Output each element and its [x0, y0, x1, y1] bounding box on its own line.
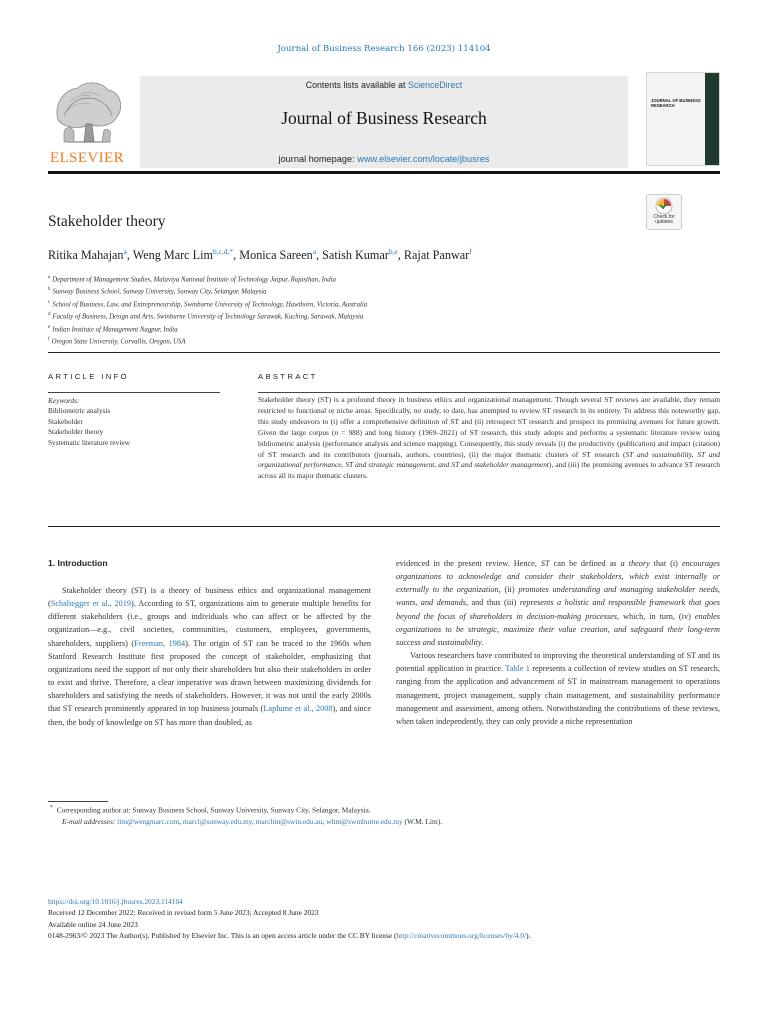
keywords-block: [48, 396, 130, 448]
author-name: Monica Sareen: [239, 248, 313, 263]
author-name: Ritika Mahajan: [48, 248, 124, 263]
emphasis: encourages organizations to acknowledge and consider their stakeholders, which exist internally or externally to the organization: [396, 559, 720, 595]
divider: [48, 352, 720, 353]
homepage-prefix: journal homepage:: [278, 154, 358, 164]
citation-link[interactable]: Freeman, 1984: [134, 638, 186, 648]
text-run: represents a collection of review studies on ST research, ranging from the application and advancement of ST in mainstream management to operations management, project management, supply chain management, and sustainability performance management and assessment, among others. Notwithstanding the contributions of these reviews, when taken independently, they can only provide a niche representation: [396, 664, 720, 726]
corresponding-author-note: [48, 803, 442, 816]
affiliation-key: f: [48, 337, 50, 343]
author-affil-sup[interactable]: f: [469, 247, 472, 256]
text-run: can be defined as: [549, 559, 621, 568]
affiliation-item: [48, 335, 367, 347]
publisher-name: ELSEVIER: [50, 150, 125, 166]
corresponding-text: Corresponding author at: Sunway Business School, Sunway University, Sunway City, Selangor, Malaysia.: [56, 805, 371, 815]
affiliation-item: [48, 323, 367, 335]
text-run: ). According to ST, organizations aim to generate multiple benefits for different stakeholders (i.e., groups and individuals who can affect or be affected by the organization—e.g., civil societies, communities, customers, employees, governments, shareholders, suppliers) (: [48, 599, 371, 648]
affiliation-key: d: [48, 312, 51, 318]
author-separator: ,: [126, 248, 133, 263]
author-affil-sup[interactable]: b,c,d,*: [212, 247, 234, 256]
cover-title: JOURNAL OF BUSINESS RESEARCH: [651, 98, 701, 108]
author-name: Weng Marc Lim: [132, 248, 213, 263]
author[interactable]: [322, 248, 404, 262]
journal-cover[interactable]: [646, 72, 720, 166]
homepage-line: [140, 154, 628, 164]
affiliation-text: School of Business, Law, and Entrepreneurship, Swinburne University of Technology, Hawthorn, Victoria, Australia: [52, 301, 368, 309]
article-info-rule: [48, 392, 220, 393]
author[interactable]: [404, 248, 472, 262]
affiliation-text: Faculty of Business, Design and Arts, Swinburne University of Technology Sarawak, Kuching, Sarawak, Malaysia: [52, 313, 364, 321]
affiliation-text: Department of Management Studies, Malaviya National Institute of Technology Jaipur, Rajasthan, India: [52, 276, 336, 284]
email-link[interactable]: wlim@swinburne.edu.my: [326, 817, 403, 827]
elsevier-tree-icon: [50, 76, 126, 150]
intro-paragraph: [396, 557, 720, 649]
author-name: Rajat Panwar: [403, 248, 470, 263]
right-column: [396, 557, 720, 728]
contents-line: [140, 80, 628, 90]
author-affil-sup[interactable]: b,e: [388, 247, 398, 256]
email-link[interactable]: marclim@swin.edu.au: [255, 817, 323, 827]
author-list: [48, 247, 472, 263]
abstract-text: [258, 395, 720, 482]
affiliation-key: c: [48, 299, 51, 305]
article-title: Stakeholder theory: [48, 213, 166, 230]
emphasis: promotes understanding and managing stakeholder needs, wants, and demands: [396, 585, 720, 608]
intro-paragraph: [48, 584, 371, 729]
affiliation-item: [48, 285, 367, 297]
elsevier-logo[interactable]: [48, 76, 128, 168]
citation-link[interactable]: Laplume et al., 2008: [263, 704, 333, 714]
text-run: , (ii): [498, 585, 519, 595]
crossmark-icon: [655, 197, 673, 215]
journal-title: Journal of Business Research: [281, 108, 487, 128]
divider: [48, 526, 720, 527]
keywords-label: Keywords:: [48, 396, 80, 405]
emphasis: a theory: [620, 559, 650, 568]
left-column: [48, 584, 371, 729]
abstract-part: Stakeholder theory (ST) is a profound theory in business ethics and organizational management. Though several ST reviews are available, they remain restricted to functional or niche areas. Specifically, no study, to date, has attempted to review ST research in its entirety. To address this noteworthy gap, this study endeavors to (i) offer a comprehensive definition of ST and (ii) retrospect ST research and prospect its promising avenues for future growth. Given the large corpus (: [258, 395, 720, 437]
affiliation-text: Oregon State University, Corvallis, Oregon, USA: [51, 338, 186, 346]
emphasis: represents a holistic and responsible framework that goes beyond the focus of shareholders in decision-making processes: [396, 598, 720, 621]
homepage-link[interactable]: www.elsevier.com/locate/jbusres: [357, 154, 490, 164]
author-name: Satish Kumar: [322, 248, 389, 263]
text-run: Stakeholder theory (ST) is a theory of business ethics and organizational management (: [48, 586, 371, 609]
affiliation-key: e: [48, 324, 51, 330]
email-link[interactable]: lim@wengmarc.com: [117, 817, 180, 827]
crossmark-label-1: Check for: [653, 214, 675, 220]
footnote-star: *: [49, 805, 53, 811]
introduction-heading: 1. Introduction: [48, 558, 108, 568]
email-label: E-mail addresses:: [62, 817, 118, 827]
article-info-heading: ARTICLE INFO: [48, 372, 129, 381]
author-separator: ,: [397, 248, 404, 263]
emphasis: enables organizations to be strategic, maximize their value creation, and safeguard their long-term success and sustainability: [396, 611, 721, 647]
doi-link[interactable]: https://doi.org/10.1016/j.jbusres.2023.114104: [48, 897, 183, 906]
email-owner: (W.M. Lim).: [402, 817, 443, 827]
journal-banner: [140, 76, 628, 168]
email-link[interactable]: marcl@sunway.edu.my: [182, 817, 252, 827]
contents-prefix: Contents lists available at: [305, 80, 408, 90]
affiliation-key: a: [48, 275, 51, 280]
article-metadata: [48, 896, 728, 942]
text-run: ). The origin of ST can be traced to the 1960s when Stanford Research Institute first proposed the concept of stakeholder, emphasizing that organizations need the support of not only their shareholders but also their stakeholders in order to exist and thrive. Therefore, a clear imperative was drawn between maximizing dividends for shareholders and satisfying the needs of stakeholders. However, it was not until the early 2000s that ST research prominently appeared in top business journals (: [48, 638, 371, 714]
affiliation-key: b: [48, 287, 51, 293]
citation-link[interactable]: Schaltegger et al., 2019: [50, 599, 131, 609]
text-run: , which, in turn, (iv): [617, 611, 695, 621]
crossmark-label-2: updates: [655, 219, 673, 226]
keyword: Systematic literature review: [48, 437, 130, 447]
license-text: 0148-2963/© 2023 The Author(s). Published by Elsevier Inc. This is an open access article under the CC BY license (: [48, 931, 397, 941]
author-affil-sup[interactable]: a: [123, 247, 127, 256]
affiliations: [48, 273, 367, 348]
email-separator: ,: [179, 817, 183, 827]
keyword: Bibliometric analysis: [48, 406, 111, 416]
affiliation-item: [48, 310, 367, 322]
running-head[interactable]: Journal of Business Research 166 (2023) 114104: [277, 44, 491, 54]
author[interactable]: [133, 248, 240, 262]
cover-stripe: [705, 73, 719, 165]
check-for-updates-badge[interactable]: [646, 194, 682, 230]
abstract-part: = 988) and long history (1969–2021) of ST research, this study adopts and performs a systematic literature review using bibliometric analysis (performance analysis and science mapping). Consequently, this study reveals (i) the productivity (publication) and impact (citation) of ST research and its contributors (journals, authors, countries), (ii) the major thematic clusters of ST research (: [258, 427, 720, 459]
affiliation-text: Sunway Business School, Sunway University, Sunway City, Selangor, Malaysia: [52, 288, 267, 296]
email-separator: ,: [251, 817, 256, 827]
abstract-rule: [258, 392, 720, 393]
abstract-n-var: n: [334, 427, 339, 437]
author[interactable]: [48, 248, 133, 262]
author[interactable]: [239, 248, 322, 262]
author-affil-sup[interactable]: a: [312, 247, 317, 256]
intro-paragraph: [396, 649, 720, 728]
text-run: evidenced in the present review. Hence,: [396, 559, 541, 568]
email-separator: ,: [322, 817, 327, 827]
emphasis: ST: [540, 559, 550, 568]
text-run: Various researchers have contributed to improving the theoretical understanding of ST and its potential application in practice.: [396, 651, 720, 674]
footnote-rule: [48, 801, 108, 802]
abstract-heading: ABSTRACT: [258, 372, 318, 381]
license-line: [48, 930, 728, 941]
table-1-link[interactable]: Table 1: [505, 664, 530, 674]
author-separator: ,: [316, 248, 323, 263]
masthead: [48, 72, 628, 168]
abstract-clusters: ST and sustainability, ST and organizational performance, ST and strategic management, and ST and stakeholder management: [258, 449, 720, 470]
keyword: Stakeholder theory: [48, 427, 104, 437]
affiliation-item: [48, 273, 367, 285]
email-note: [48, 816, 442, 828]
footnotes: [48, 803, 442, 828]
received-dates: Received 12 December 2022; Received in revised form 5 June 2023; Accepted 8 June 2023: [48, 908, 319, 918]
license-link[interactable]: http://creativecommons.org/licenses/by/4.0/: [396, 931, 527, 941]
available-online: Available online 24 June 2023: [48, 919, 138, 929]
author-separator: ,: [233, 248, 240, 263]
affiliation-text: Indian Institute of Management Nagpur, India: [52, 326, 178, 334]
keyword: Stakeholder: [48, 416, 83, 426]
text-run: , and thus (iii): [465, 598, 520, 608]
abstract-part: ), and (iii) the promising avenues to advance ST research across all its major thematic clusters.: [258, 460, 720, 481]
text-run: .: [481, 637, 484, 647]
text-run: that (i): [649, 559, 682, 568]
affiliation-item: [48, 298, 367, 310]
sciencedirect-link[interactable]: ScienceDirect: [407, 80, 463, 90]
text-run: ), and since then, the body of knowledge on ST has more than doubled, as: [48, 704, 371, 727]
masthead-rule: [48, 171, 720, 174]
license-suffix: ).: [526, 931, 531, 941]
